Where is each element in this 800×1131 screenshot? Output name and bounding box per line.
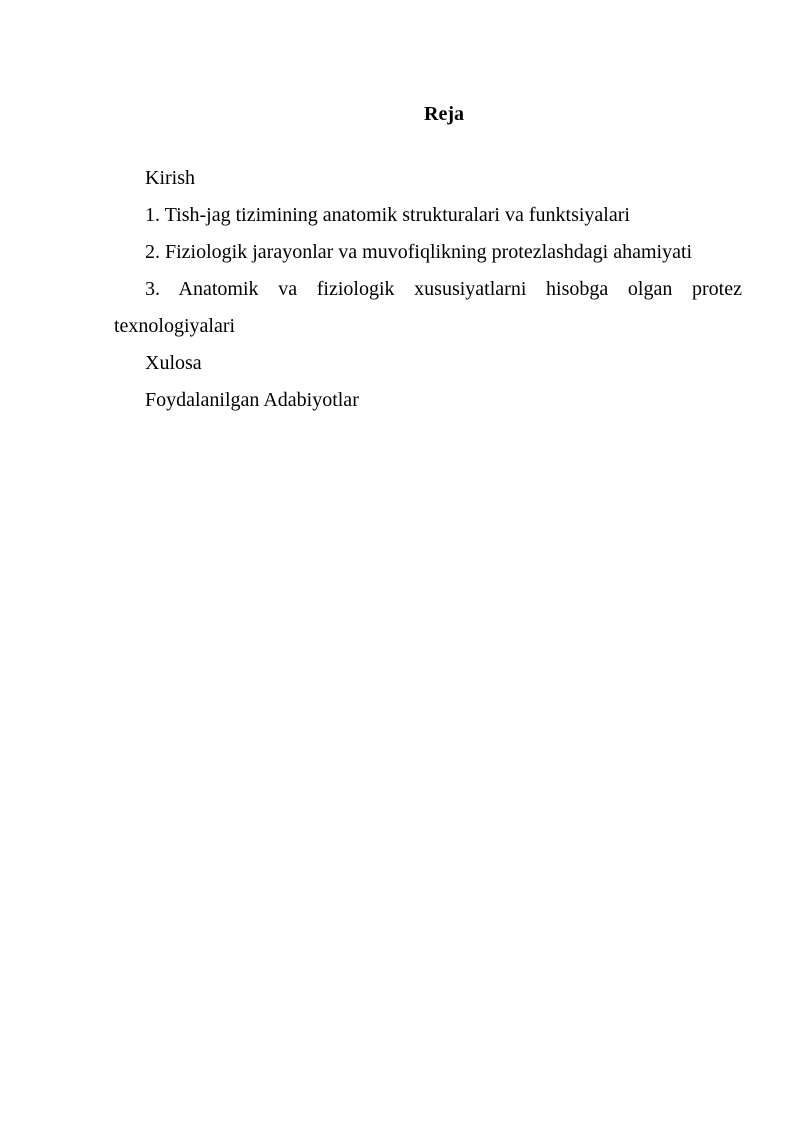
table-of-contents	[114, 160, 742, 419]
toc-item-introduction: Kirish	[145, 167, 195, 189]
toc-item-references: Foydalanilgan Adabiyotlar	[145, 389, 359, 411]
toc-item-1: 1. Tish-jag tizimining anatomik strukturalari va funktsiyalari	[145, 204, 630, 226]
toc-item-2: 2. Fiziologik jarayonlar va muvofiqlikning protezlashdagi ahamiyati	[145, 241, 693, 263]
toc-item-conclusion: Xulosa	[145, 352, 202, 374]
toc-item-3: 3. Anatomik va fiziologik xususiyatlarni hisobga olgan protez texnologiyalari	[114, 278, 742, 337]
page-title: Reja	[424, 103, 464, 125]
